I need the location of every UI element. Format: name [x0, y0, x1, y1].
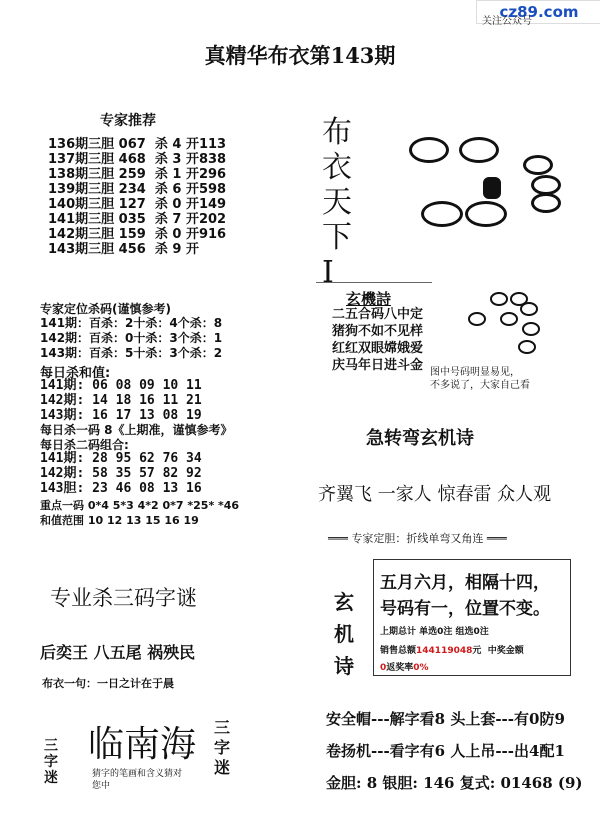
- logo-text: cz89.com: [499, 3, 579, 21]
- sum-heading: 每日杀和值:: [40, 366, 111, 381]
- coin-icon: [531, 193, 561, 213]
- poem-line: 猪狗不如不见样: [332, 324, 424, 339]
- two-list: [40, 451, 202, 496]
- bottom-line3: 金胆: 8 银胆: 146 复式: 01468 (9): [326, 774, 583, 792]
- sum-row: 143期: 16 17 13 08 19: [40, 408, 202, 423]
- coin-chain: [460, 290, 560, 360]
- poem2-line1: 五月六月，相隔十四，: [380, 573, 550, 593]
- expert-row: 138期三胆 259 杀 1 开296: [48, 167, 227, 182]
- poem2-side: 玄机诗: [334, 590, 354, 678]
- poem2-stats: 上期总计 单选0注 组选0注: [380, 627, 489, 637]
- poem2-line2: 号码有一，位置不变。: [380, 599, 550, 619]
- kill-row: 143期：百杀：5十杀：3个杀：2: [40, 346, 223, 360]
- buyi-title: 布衣天下I: [322, 115, 352, 290]
- turn-heading: 急转弯玄机诗: [366, 428, 474, 449]
- ingot-icon: [483, 177, 501, 199]
- two-row: 143胆: 23 46 08 13 16: [40, 481, 202, 496]
- coin-icon: [523, 155, 553, 175]
- bottom-line1: 安全帽---解字看8 头上套---有0防9: [326, 710, 565, 728]
- coin-icon: [459, 137, 499, 163]
- bottom-line2: 卷扬机---看字有6 人上吊---出4配1: [326, 742, 565, 760]
- kill-list: [40, 316, 222, 361]
- sum-row: 142期: 14 18 16 11 21: [40, 393, 202, 408]
- riddle-left: 三字迷: [44, 738, 58, 786]
- riddle-line: 后奕王 八五尾 祸殃民: [40, 643, 196, 662]
- poem2-rate: 0返奖率0%: [380, 663, 429, 673]
- turn-expert-line: ═══ 专家定胆：折线单弯又角连 ═══: [328, 532, 507, 545]
- expert-row: 142期三胆 159 杀 0 开916: [48, 227, 227, 242]
- logo-sub: 关注公众号: [482, 16, 532, 27]
- coin-icon: [465, 201, 507, 227]
- page-title: 真精华布衣第143期: [204, 43, 396, 68]
- poem-line: 二五合码八中定: [332, 307, 424, 322]
- coin-icon: [531, 175, 561, 195]
- expert-list: [48, 137, 226, 257]
- turn-line: 齐翼飞 一家人 惊春雷 众人观: [318, 484, 552, 505]
- kill-row: 141期：百杀：2十杀：4个杀：8: [40, 316, 223, 330]
- expert-row: 143期三胆 456 杀 9 开: [48, 242, 199, 257]
- expert-row: 136期三胆 067 杀 4 开113: [48, 137, 227, 152]
- coin-puzzle: [395, 115, 565, 225]
- riddle-saying: 布衣一句：一日之计在于晨: [42, 677, 174, 690]
- coin-icon: [421, 201, 463, 227]
- xuanji-poem: [332, 306, 423, 374]
- two-row: 142期: 58 35 57 82 92: [40, 466, 202, 481]
- puzzle-caption: 图中号码明显易见， 不多说了，大家自己看: [430, 367, 530, 391]
- expert-heading: 专家推荐: [100, 113, 156, 129]
- expert-row: 137期三胆 468 杀 3 开838: [48, 152, 227, 167]
- poem2-sales: 销售总额144119048元 中奖金额: [380, 646, 524, 656]
- riddle-note: 猜字的笔画和含义猜对您中: [92, 769, 183, 791]
- expert-row: 140期三胆 127 杀 0 开149: [48, 197, 227, 212]
- xuanji-heading: 玄機詩: [346, 290, 392, 308]
- key-code: 重点一码 0*4 5*3 4*2 0*7 *25* *46: [40, 499, 240, 512]
- poem-line: 红红双眼嫦娥爱: [332, 341, 424, 356]
- poem-line: 庆马年日进斗金: [332, 358, 424, 373]
- two-heading: 每日杀二码组合:: [40, 438, 129, 452]
- expert-row: 141期三胆 035 杀 7 开202: [48, 212, 227, 227]
- riddle-right: 三字迷: [214, 718, 231, 777]
- riddle-center: 临南海: [88, 724, 197, 765]
- one-code: 每日杀一码 8《上期准，谨慎参考》: [40, 423, 233, 437]
- kill-heading: 专家定位杀码(谨慎参考): [40, 302, 171, 316]
- sum-row: 141期: 06 08 09 10 11: [40, 378, 202, 393]
- sum-values: 和值范围 10 12 13 15 16 19: [40, 514, 199, 527]
- sum-list: [40, 378, 202, 423]
- two-row: 141期: 28 95 62 76 34: [40, 451, 202, 466]
- expert-row: 139期三胆 234 杀 6 开598: [48, 182, 227, 197]
- coin-icon: [409, 137, 449, 163]
- kill-row: 142期：百杀：0十杀：3个杀：1: [40, 331, 223, 345]
- riddle-heading: 专业杀三码字谜: [50, 586, 197, 610]
